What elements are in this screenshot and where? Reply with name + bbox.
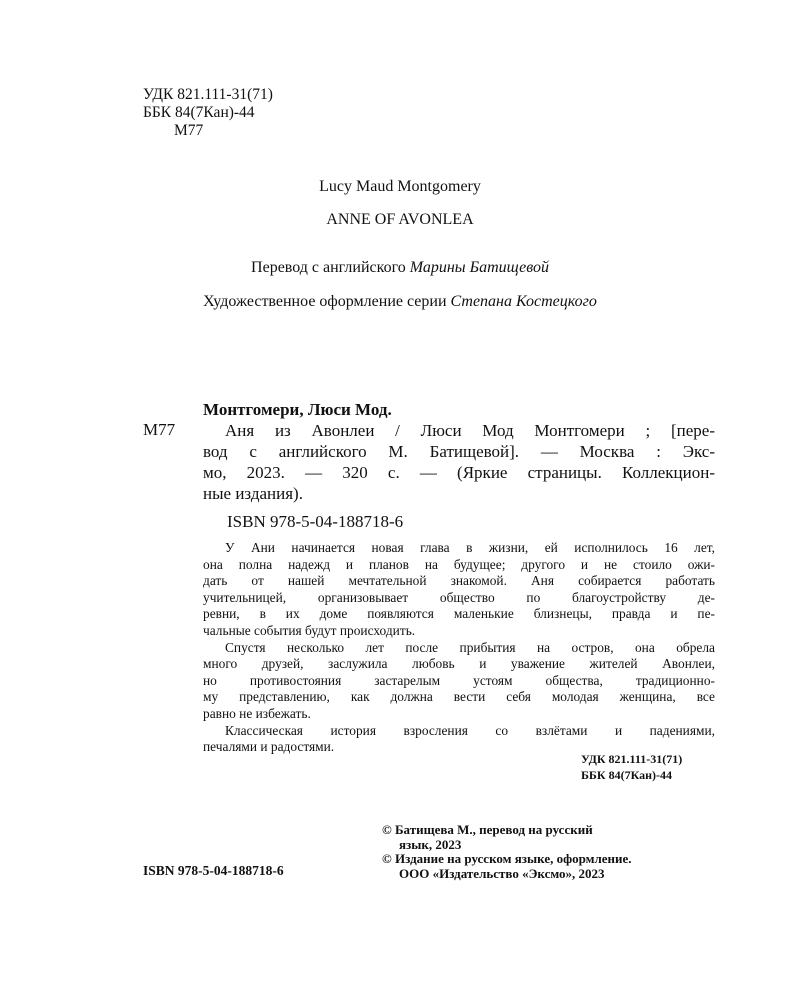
annotation-line: му представлению, как должна вести себя молодая женщина, все <box>203 689 715 705</box>
bottom-udk: УДК 821.111-31(71) <box>581 752 683 766</box>
copyright-line: © Батищева М., перевод на русский <box>382 822 593 837</box>
biblio-line: мо, 2023. — 320 с. — (Яркие страницы. Коллекцион- <box>203 463 715 482</box>
biblio-line: Аня из Авонлеи / Люси Мод Монтгомери ; [пере- <box>225 421 715 440</box>
annotation-line: но противостояния застарелым устоям общества, традиционно- <box>203 672 715 688</box>
bottom-bbk: ББК 84(7Кан)-44 <box>581 768 673 782</box>
copyright-line: ООО «Издательство «Эксмо», 2023 <box>399 865 605 881</box>
designer-name: Степана Костецкого <box>450 293 597 310</box>
entry-heading: Монтгомери, Люси Мод. <box>203 400 392 419</box>
translation-prefix: Перевод с английского <box>251 259 410 276</box>
author-mark: М77 <box>174 122 204 139</box>
bottom-classification <box>581 751 682 783</box>
translation-credit <box>0 259 800 277</box>
annotation-line: дать от нашей мечтательной знакомой. Аня собирается работать <box>203 573 715 589</box>
copyright-line: © Издание на русском языке, оформление. <box>382 851 632 866</box>
annotation-line: она полна надежд и планов на будущее; другого и не стоило ожи- <box>203 556 715 572</box>
annotation-line: много друзей, заслужила любовь и уважение жителей Авонлеи, <box>203 656 715 672</box>
original-author: Lucy Maud Montgomery <box>319 178 481 195</box>
annotation-line: Спустя несколько лет после прибытия на остров, она обрела <box>225 639 715 655</box>
annotation <box>203 540 715 756</box>
translator-name: Марины Батищевой <box>409 259 549 276</box>
annotation-line: печалями и радостями. <box>203 739 335 755</box>
bottom-isbn: ISBN 978-5-04-188718-6 <box>143 863 284 878</box>
annotation-line: равно не избежать. <box>203 705 311 721</box>
isbn: ISBN 978-5-04-188718-6 <box>227 512 404 531</box>
annotation-line: Классическая история взросления со взлётами и падениями, <box>225 722 715 738</box>
biblio-line: ные издания). <box>203 484 303 503</box>
copyright-line: язык, 2023 <box>399 836 462 852</box>
classification-block <box>143 86 273 140</box>
annotation-line: У Ани начинается новая глава в жизни, ей исполнилось 16 лет, <box>225 540 715 555</box>
biblio-line: вод с английского М. Батищевой]. — Москва : Экс- <box>203 442 715 461</box>
annotation-line: учительницей, организовывает общество по благоустройству де- <box>203 589 715 605</box>
original-title: ANNE OF AVONLEA <box>326 211 474 228</box>
design-prefix: Художественное оформление серии <box>203 293 451 310</box>
annotation-line: ревни, в их доме появляются маленькие близнецы, правда и пе- <box>203 606 715 622</box>
udk-code: УДК 821.111-31(71) <box>143 86 273 103</box>
copyright-block <box>382 823 632 881</box>
bbk-code: ББК 84(7Кан)-44 <box>143 104 255 121</box>
design-credit <box>0 293 800 311</box>
annotation-line: чальные события будут происходить. <box>203 622 416 638</box>
bibliographic-description <box>203 420 715 504</box>
entry-code: М77 <box>143 420 176 439</box>
